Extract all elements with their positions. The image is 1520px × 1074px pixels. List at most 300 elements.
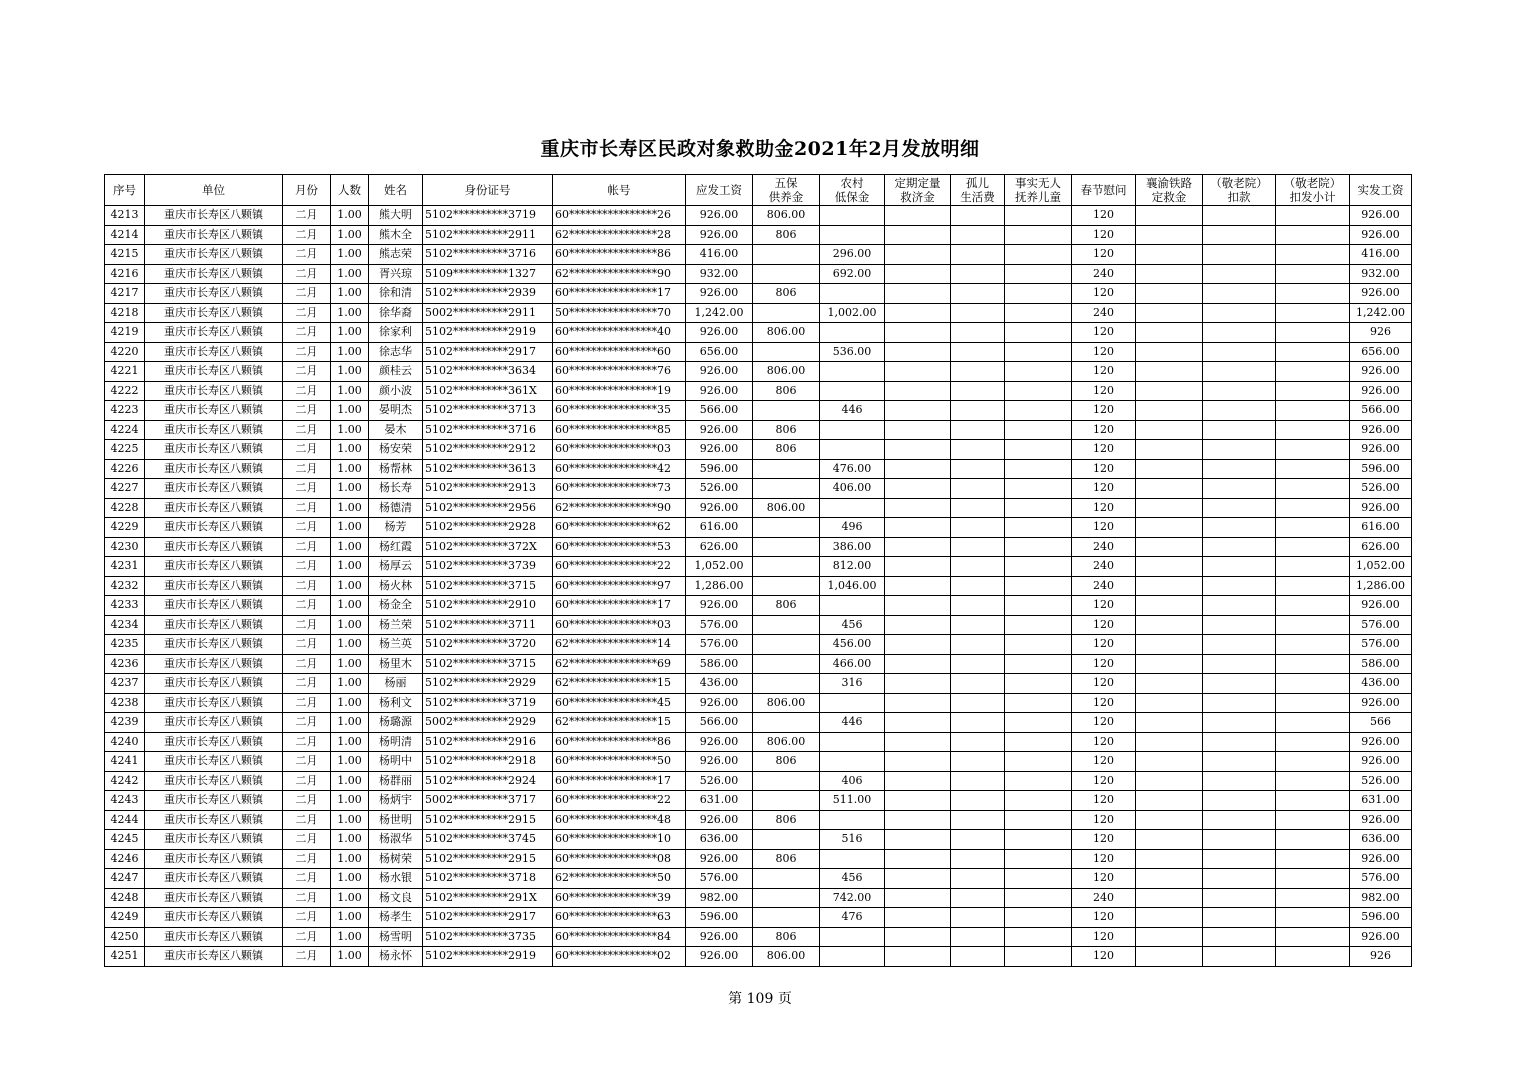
table-cell: 416.00 <box>1350 245 1412 265</box>
table-cell: 4233 <box>105 596 145 616</box>
table-cell: 60****************22 <box>553 557 686 577</box>
table-cell <box>951 459 1005 479</box>
table-cell: 4213 <box>105 206 145 226</box>
table-cell <box>1276 342 1350 362</box>
table-cell: 4220 <box>105 342 145 362</box>
table-cell <box>1276 303 1350 323</box>
table-row <box>105 225 1412 245</box>
table-cell: 二月 <box>283 284 331 304</box>
table-cell: 806.00 <box>753 732 820 752</box>
table-cell <box>1276 206 1350 226</box>
table-cell <box>1203 908 1276 928</box>
table-cell: 杨世明 <box>369 810 423 830</box>
table-cell <box>1203 245 1276 265</box>
table-cell: 4215 <box>105 245 145 265</box>
table-cell: 杨帮林 <box>369 459 423 479</box>
table-row <box>105 518 1412 538</box>
table-cell <box>951 381 1005 401</box>
table-cell: 62****************15 <box>553 674 686 694</box>
table-cell <box>1005 206 1072 226</box>
table-cell: 二月 <box>283 498 331 518</box>
table-cell: 1.00 <box>331 752 369 772</box>
table-cell <box>885 264 951 284</box>
table-cell: 576.00 <box>686 869 753 889</box>
table-cell <box>951 596 1005 616</box>
table-row <box>105 635 1412 655</box>
table-cell: 596.00 <box>1350 908 1412 928</box>
table-cell: 626.00 <box>1350 537 1412 557</box>
table-cell <box>885 206 951 226</box>
table-cell: 120 <box>1072 420 1136 440</box>
table-cell <box>820 362 885 382</box>
column-header: 人数 <box>331 175 369 206</box>
table-cell: 120 <box>1072 947 1136 967</box>
table-cell <box>1005 849 1072 869</box>
table-row <box>105 654 1412 674</box>
table-cell <box>951 557 1005 577</box>
table-cell: 杨璐源 <box>369 713 423 733</box>
table-cell: 1.00 <box>331 947 369 967</box>
table-cell <box>820 440 885 460</box>
table-cell <box>1136 927 1203 947</box>
table-cell: 536.00 <box>820 342 885 362</box>
table-cell <box>1276 654 1350 674</box>
table-cell <box>1203 206 1276 226</box>
table-cell: 1.00 <box>331 557 369 577</box>
table-cell: 526.00 <box>1350 771 1412 791</box>
table-cell: 120 <box>1072 459 1136 479</box>
table-cell <box>1203 674 1276 694</box>
table-cell <box>1276 537 1350 557</box>
table-cell <box>1276 401 1350 421</box>
table-cell: 重庆市长寿区八颗镇 <box>145 342 283 362</box>
table-cell: 566.00 <box>686 401 753 421</box>
table-cell: 926.00 <box>686 810 753 830</box>
table-row <box>105 498 1412 518</box>
table-cell <box>951 323 1005 343</box>
table-cell: 1.00 <box>331 771 369 791</box>
table-cell <box>885 303 951 323</box>
table-cell: 120 <box>1072 615 1136 635</box>
table-cell <box>820 225 885 245</box>
table-cell <box>951 576 1005 596</box>
table-cell <box>885 342 951 362</box>
table-cell: 296.00 <box>820 245 885 265</box>
table-cell <box>1136 849 1203 869</box>
table-cell: 5102**********3716 <box>423 245 553 265</box>
table-cell <box>1136 303 1203 323</box>
table-cell: 806 <box>753 927 820 947</box>
table-cell: 杨群丽 <box>369 771 423 791</box>
table-cell: 926.00 <box>686 362 753 382</box>
table-cell: 二月 <box>283 596 331 616</box>
table-cell <box>753 264 820 284</box>
table-cell: 60****************03 <box>553 440 686 460</box>
table-cell: 杨明中 <box>369 752 423 772</box>
table-cell <box>1276 576 1350 596</box>
table-cell <box>753 771 820 791</box>
table-cell: 1.00 <box>331 323 369 343</box>
table-cell: 806 <box>753 420 820 440</box>
table-cell: 1.00 <box>331 342 369 362</box>
table-row <box>105 674 1412 694</box>
table-cell <box>1136 498 1203 518</box>
table-cell: 1.00 <box>331 206 369 226</box>
table-cell: 重庆市长寿区八颗镇 <box>145 732 283 752</box>
table-cell: 926.00 <box>1350 206 1412 226</box>
table-cell <box>1276 323 1350 343</box>
table-cell <box>1136 830 1203 850</box>
table-cell <box>820 323 885 343</box>
table-cell: 1,052.00 <box>686 557 753 577</box>
table-cell: 熊大明 <box>369 206 423 226</box>
table-cell: 4239 <box>105 713 145 733</box>
table-cell: 932.00 <box>686 264 753 284</box>
table-row <box>105 810 1412 830</box>
table-cell: 4226 <box>105 459 145 479</box>
table-row <box>105 830 1412 850</box>
table-cell <box>1005 791 1072 811</box>
table-cell: 806 <box>753 381 820 401</box>
table-cell: 60****************22 <box>553 791 686 811</box>
table-cell: 重庆市长寿区八颗镇 <box>145 225 283 245</box>
table-cell: 杨里木 <box>369 654 423 674</box>
table-cell <box>1005 401 1072 421</box>
table-cell: 926.00 <box>686 596 753 616</box>
table-cell: 120 <box>1072 245 1136 265</box>
table-cell <box>1203 557 1276 577</box>
table-cell <box>1276 908 1350 928</box>
relief-fund-table <box>104 174 1412 967</box>
table-cell: 120 <box>1072 518 1136 538</box>
header-row <box>105 175 1412 206</box>
table-cell: 120 <box>1072 596 1136 616</box>
table-cell <box>1005 596 1072 616</box>
table-cell: 926.00 <box>1350 752 1412 772</box>
table-cell: 二月 <box>283 381 331 401</box>
table-cell <box>1203 771 1276 791</box>
table-cell <box>885 635 951 655</box>
table-cell: 60****************40 <box>553 323 686 343</box>
table-cell: 616.00 <box>686 518 753 538</box>
table-cell <box>1203 869 1276 889</box>
table-cell <box>1005 908 1072 928</box>
table-cell <box>1136 908 1203 928</box>
table-cell: 982.00 <box>686 888 753 908</box>
table-cell <box>820 810 885 830</box>
table-cell <box>1005 381 1072 401</box>
table-cell <box>753 674 820 694</box>
table-cell: 120 <box>1072 654 1136 674</box>
table-cell <box>1203 381 1276 401</box>
table-cell <box>1005 732 1072 752</box>
table-row <box>105 362 1412 382</box>
table-cell: 5102**********372X <box>423 537 553 557</box>
table-cell <box>1203 303 1276 323</box>
table-cell: 杨树荣 <box>369 849 423 869</box>
table-cell: 60****************62 <box>553 518 686 538</box>
table-cell <box>1136 693 1203 713</box>
table-cell: 5002**********2911 <box>423 303 553 323</box>
table-cell: 926.00 <box>1350 849 1412 869</box>
table-cell <box>1136 206 1203 226</box>
table-cell: 436.00 <box>686 674 753 694</box>
table-cell: 杨淑华 <box>369 830 423 850</box>
table-cell: 1.00 <box>331 713 369 733</box>
table-cell: 120 <box>1072 791 1136 811</box>
table-cell: 颜小波 <box>369 381 423 401</box>
table-cell <box>1276 498 1350 518</box>
table-cell <box>1136 342 1203 362</box>
table-row <box>105 440 1412 460</box>
table-cell: 4222 <box>105 381 145 401</box>
table-cell: 重庆市长寿区八颗镇 <box>145 635 283 655</box>
table-cell: 586.00 <box>1350 654 1412 674</box>
table-cell <box>1276 284 1350 304</box>
column-header: 身份证号 <box>423 175 553 206</box>
table-cell: 4219 <box>105 323 145 343</box>
table-cell: 511.00 <box>820 791 885 811</box>
table-cell: 406.00 <box>820 479 885 499</box>
table-cell <box>1005 615 1072 635</box>
table-cell: 982.00 <box>1350 888 1412 908</box>
table-cell <box>1276 732 1350 752</box>
table-cell <box>1136 576 1203 596</box>
table-cell: 5102**********3634 <box>423 362 553 382</box>
table-cell: 596.00 <box>1350 459 1412 479</box>
table-cell <box>885 674 951 694</box>
table-cell: 240 <box>1072 888 1136 908</box>
table-cell: 120 <box>1072 713 1136 733</box>
table-cell: 重庆市长寿区八颗镇 <box>145 810 283 830</box>
table-cell: 重庆市长寿区八颗镇 <box>145 264 283 284</box>
table-cell: 熊志荣 <box>369 245 423 265</box>
table-cell: 杨永怀 <box>369 947 423 967</box>
table-cell <box>1276 947 1350 967</box>
table-cell: 杨红霞 <box>369 537 423 557</box>
table-cell <box>1203 596 1276 616</box>
table-cell: 60****************86 <box>553 732 686 752</box>
table-cell: 二月 <box>283 303 331 323</box>
table-cell <box>1005 537 1072 557</box>
table-cell <box>1005 362 1072 382</box>
table-cell: 476.00 <box>820 459 885 479</box>
table-cell: 926.00 <box>686 440 753 460</box>
table-row <box>105 381 1412 401</box>
table-cell <box>951 615 1005 635</box>
table-cell <box>885 459 951 479</box>
table-cell: 62****************15 <box>553 713 686 733</box>
table-cell: 5102**********3718 <box>423 869 553 889</box>
column-header: 应发工资 <box>686 175 753 206</box>
table-cell: 5102**********2919 <box>423 947 553 967</box>
table-cell <box>885 888 951 908</box>
table-cell: 二月 <box>283 225 331 245</box>
table-cell: 5102**********291X <box>423 888 553 908</box>
table-cell <box>1276 635 1350 655</box>
table-cell: 120 <box>1072 732 1136 752</box>
table-cell <box>1276 830 1350 850</box>
table-cell: 5102**********3735 <box>423 927 553 947</box>
table-cell <box>951 849 1005 869</box>
table-cell: 456 <box>820 869 885 889</box>
table-cell <box>1276 518 1350 538</box>
table-cell: 1.00 <box>331 284 369 304</box>
table-cell: 重庆市长寿区八颗镇 <box>145 284 283 304</box>
table-cell <box>885 576 951 596</box>
table-cell: 576.00 <box>1350 615 1412 635</box>
table-cell <box>951 498 1005 518</box>
table-cell <box>1203 401 1276 421</box>
table-cell <box>885 479 951 499</box>
table-cell: 杨厚云 <box>369 557 423 577</box>
table-cell: 二月 <box>283 947 331 967</box>
table-cell: 1.00 <box>331 596 369 616</box>
table-cell: 1.00 <box>331 849 369 869</box>
table-cell: 1.00 <box>331 810 369 830</box>
table-cell: 杨兰荣 <box>369 615 423 635</box>
table-cell <box>951 674 1005 694</box>
table-cell: 566 <box>1350 713 1412 733</box>
table-cell: 120 <box>1072 674 1136 694</box>
table-cell <box>1203 342 1276 362</box>
table-cell <box>885 927 951 947</box>
table-cell <box>1005 927 1072 947</box>
table-cell <box>820 381 885 401</box>
table-row <box>105 869 1412 889</box>
table-cell: 5102**********2929 <box>423 674 553 694</box>
table-cell: 5102**********2939 <box>423 284 553 304</box>
table-cell: 4249 <box>105 908 145 928</box>
table-cell: 4216 <box>105 264 145 284</box>
table-cell: 1.00 <box>331 381 369 401</box>
table-cell: 二月 <box>283 869 331 889</box>
table-cell <box>1136 947 1203 967</box>
table-cell: 596.00 <box>686 459 753 479</box>
table-cell: 120 <box>1072 869 1136 889</box>
table-cell: 4247 <box>105 869 145 889</box>
table-row <box>105 323 1412 343</box>
table-cell: 4225 <box>105 440 145 460</box>
table-cell: 1,002.00 <box>820 303 885 323</box>
table-cell <box>1136 225 1203 245</box>
table-cell <box>753 303 820 323</box>
table-cell: 926.00 <box>1350 362 1412 382</box>
table-cell: 1.00 <box>331 498 369 518</box>
table-cell: 4241 <box>105 752 145 772</box>
table-cell <box>1005 479 1072 499</box>
table-cell: 926.00 <box>1350 927 1412 947</box>
table-cell: 60****************85 <box>553 420 686 440</box>
table-cell <box>1203 810 1276 830</box>
table-cell <box>1005 245 1072 265</box>
table-cell: 806 <box>753 810 820 830</box>
table-cell: 重庆市长寿区八颗镇 <box>145 245 283 265</box>
table-cell <box>885 362 951 382</box>
table-cell: 516 <box>820 830 885 850</box>
table-cell: 806.00 <box>753 947 820 967</box>
table-cell: 二月 <box>283 771 331 791</box>
table-cell <box>951 479 1005 499</box>
table-cell: 436.00 <box>1350 674 1412 694</box>
table-cell <box>885 830 951 850</box>
table-cell: 二月 <box>283 830 331 850</box>
table-cell <box>1203 420 1276 440</box>
table-cell: 二月 <box>283 206 331 226</box>
table-row <box>105 479 1412 499</box>
table-cell: 二月 <box>283 576 331 596</box>
table-cell: 4235 <box>105 635 145 655</box>
table-cell: 4232 <box>105 576 145 596</box>
table-row <box>105 771 1412 791</box>
table-cell <box>1276 420 1350 440</box>
table-cell <box>1005 947 1072 967</box>
table-cell: 566.00 <box>686 713 753 733</box>
table-cell: 240 <box>1072 303 1136 323</box>
table-cell: 656.00 <box>686 342 753 362</box>
table-cell <box>951 732 1005 752</box>
table-cell: 5002**********3717 <box>423 791 553 811</box>
table-row <box>105 713 1412 733</box>
table-cell <box>753 557 820 577</box>
table-cell: 晏木 <box>369 420 423 440</box>
table-cell <box>820 206 885 226</box>
table-cell: 526.00 <box>686 479 753 499</box>
table-cell <box>1005 284 1072 304</box>
table-cell <box>753 654 820 674</box>
table-cell: 4221 <box>105 362 145 382</box>
table-cell <box>1276 440 1350 460</box>
table-cell: 1.00 <box>331 420 369 440</box>
table-cell: 二月 <box>283 245 331 265</box>
table-cell <box>1005 303 1072 323</box>
table-cell <box>885 849 951 869</box>
table-cell <box>1136 479 1203 499</box>
table-cell: 806 <box>753 596 820 616</box>
column-header: 单位 <box>145 175 283 206</box>
table-cell: 926.00 <box>1350 381 1412 401</box>
table-cell: 456.00 <box>820 635 885 655</box>
table-cell <box>951 303 1005 323</box>
table-cell <box>951 654 1005 674</box>
table-cell <box>1203 693 1276 713</box>
table-cell: 4244 <box>105 810 145 830</box>
table-cell <box>1005 225 1072 245</box>
table-cell <box>1005 752 1072 772</box>
table-cell <box>1136 459 1203 479</box>
table-cell <box>1203 537 1276 557</box>
table-cell <box>1203 713 1276 733</box>
table-cell: 4217 <box>105 284 145 304</box>
table-cell: 60****************63 <box>553 908 686 928</box>
table-cell: 636.00 <box>1350 830 1412 850</box>
table-cell: 5102**********3739 <box>423 557 553 577</box>
table-cell <box>1276 693 1350 713</box>
table-cell <box>885 518 951 538</box>
table-cell: 二月 <box>283 323 331 343</box>
table-cell: 二月 <box>283 557 331 577</box>
table-cell: 5102**********3711 <box>423 615 553 635</box>
table-cell <box>951 791 1005 811</box>
table-cell <box>1136 284 1203 304</box>
table-cell <box>1276 479 1350 499</box>
table-cell <box>1005 810 1072 830</box>
page-title: 重庆市长寿区民政对象救助金2021年2月发放明细 <box>540 138 980 160</box>
table-cell: 240 <box>1072 264 1136 284</box>
table-cell: 重庆市长寿区八颗镇 <box>145 206 283 226</box>
column-header: 序号 <box>105 175 145 206</box>
table-cell: 5102**********3719 <box>423 206 553 226</box>
